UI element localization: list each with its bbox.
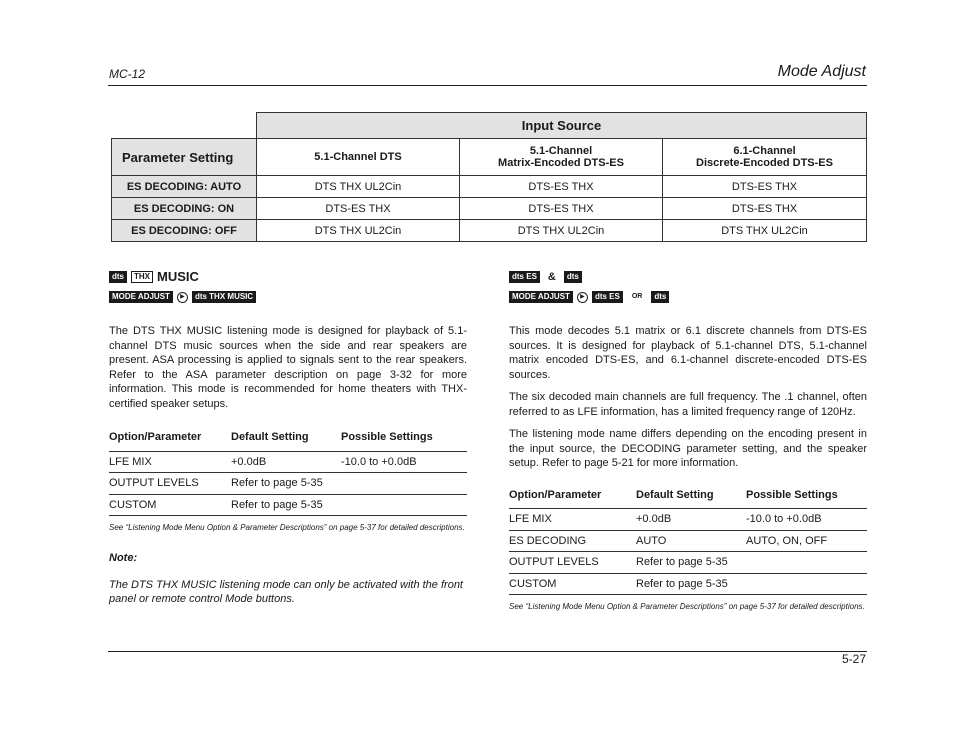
or-label: OR bbox=[631, 292, 643, 300]
fine-print: See “Listening Mode Menu Option & Parameter Descriptions” on page 5-37 for detailed descriptions. bbox=[109, 523, 465, 532]
note-heading: Note: bbox=[109, 552, 138, 564]
input-source-header: Input Source bbox=[257, 113, 867, 139]
fine-print: See “Listening Mode Menu Option & Parameter Descriptions” on page 5-37 for detailed descriptions. bbox=[509, 602, 865, 611]
column-header: Default Setting bbox=[636, 485, 746, 509]
table-cell: DTS-ES THX bbox=[663, 198, 867, 220]
column-header: Possible Settings bbox=[341, 427, 467, 451]
parameter-table bbox=[509, 485, 867, 596]
dts-logo-icon: dts bbox=[109, 271, 127, 283]
description-paragraph: The six decoded main channels are full frequency. The .1 channel, often referred to as LFE information, has a limited frequency range of 120Hz. bbox=[509, 391, 867, 418]
table-cell: DTS THX UL2Cin bbox=[257, 220, 460, 242]
arrow-right-icon: ▶ bbox=[177, 292, 188, 303]
ampersand: & bbox=[547, 270, 556, 283]
dts-badge: dts bbox=[651, 291, 669, 303]
mode-logo-row bbox=[509, 270, 867, 284]
mode-adjust-path bbox=[509, 290, 867, 304]
table-row: CUSTOM Refer to page 5-35 bbox=[109, 494, 467, 516]
arrow-right-icon: ▶ bbox=[577, 292, 588, 303]
header-rule bbox=[108, 85, 867, 86]
thx-logo-icon: THX bbox=[131, 271, 153, 283]
table-row: OUTPUT LEVELS Refer to page 5-35 bbox=[109, 473, 467, 495]
table-cell: DTS-ES THX bbox=[663, 176, 867, 198]
column-header: Option/Parameter bbox=[109, 427, 231, 451]
dts-es-logo-icon: dts ES bbox=[509, 271, 540, 283]
footer-rule bbox=[108, 651, 867, 652]
input-source-table bbox=[111, 112, 867, 242]
table-row bbox=[112, 198, 867, 220]
table-row bbox=[112, 220, 867, 242]
row-label: ES DECODING: AUTO bbox=[112, 176, 257, 198]
table-row bbox=[112, 176, 867, 198]
column-header: 5.1-Channel Matrix-Encoded DTS-ES bbox=[460, 139, 663, 176]
table-cell: DTS-ES THX bbox=[460, 198, 663, 220]
column-header: Default Setting bbox=[231, 427, 341, 451]
table-cell: DTS THX UL2Cin bbox=[663, 220, 867, 242]
dts-es-section bbox=[509, 270, 867, 612]
table-cell: DTS-ES THX bbox=[257, 198, 460, 220]
column-header: 6.1-Channel Discrete-Encoded DTS-ES bbox=[663, 139, 867, 176]
row-label: ES DECODING: ON bbox=[112, 198, 257, 220]
page-number: 5-27 bbox=[841, 652, 866, 666]
table-row: ES DECODING AUTO AUTO, ON, OFF bbox=[509, 530, 867, 552]
table-cell: DTS THX UL2Cin bbox=[460, 220, 663, 242]
mode-adjust-badge: MODE ADJUST bbox=[509, 291, 573, 303]
doc-id: MC-12 bbox=[109, 67, 146, 81]
column-header: 5.1-Channel DTS bbox=[257, 139, 460, 176]
column-header: Option/Parameter bbox=[509, 485, 636, 509]
table-cell: DTS-ES THX bbox=[460, 176, 663, 198]
table-row: OUTPUT LEVELS Refer to page 5-35 bbox=[509, 552, 867, 574]
parameter-setting-header: Parameter Setting bbox=[112, 139, 257, 176]
description-paragraph: The listening mode name differs depending on the encoding present in the input source, the DECODING parameter setting, and the speaker setup. Refer to page 5-21 for more information. bbox=[509, 428, 867, 469]
table-cell: DTS THX UL2Cin bbox=[257, 176, 460, 198]
mode-adjust-path bbox=[109, 290, 467, 304]
description-paragraph: This mode decodes 5.1 matrix or 6.1 discrete channels from DTS-ES sources. It is designed for playback of 5.1-channel DTS, 5.1-channel matrix encoded DTS-ES, and 6.1-channel discrete-encoded DTS-ES sources. bbox=[509, 325, 867, 381]
note-body: The DTS THX MUSIC listening mode can only be activated with the front panel or remote control Mode buttons. bbox=[109, 578, 463, 605]
dts-thx-music-badge: dts THX MUSIC bbox=[192, 291, 256, 303]
table-row: LFE MIX +0.0dB -10.0 to +0.0dB bbox=[109, 451, 467, 473]
dts-thx-music-section bbox=[109, 270, 467, 607]
table-row: LFE MIX +0.0dB -10.0 to +0.0dB bbox=[509, 509, 867, 531]
dts-es-badge: dts ES bbox=[592, 291, 623, 303]
description-paragraph: The DTS THX MUSIC listening mode is designed for playback of 5.1-channel DTS music sources when the side and rear speakers are present. ASA processing is applied to signals sent to the rear speakers. Refer to the ASA parameter description on page 3-32 for more information. This mode is recommended for home theaters with THX-certified speaker setups. bbox=[109, 325, 467, 410]
section-title: Mode Adjust bbox=[777, 63, 866, 80]
column-header: Possible Settings bbox=[746, 485, 867, 509]
mode-logo-row bbox=[109, 270, 467, 284]
mode-adjust-badge: MODE ADJUST bbox=[109, 291, 173, 303]
table-row: CUSTOM Refer to page 5-35 bbox=[509, 573, 867, 595]
dts-logo-icon: dts bbox=[564, 271, 582, 283]
row-label: ES DECODING: OFF bbox=[112, 220, 257, 242]
parameter-table bbox=[109, 427, 467, 516]
mode-title: MUSIC bbox=[157, 268, 199, 284]
